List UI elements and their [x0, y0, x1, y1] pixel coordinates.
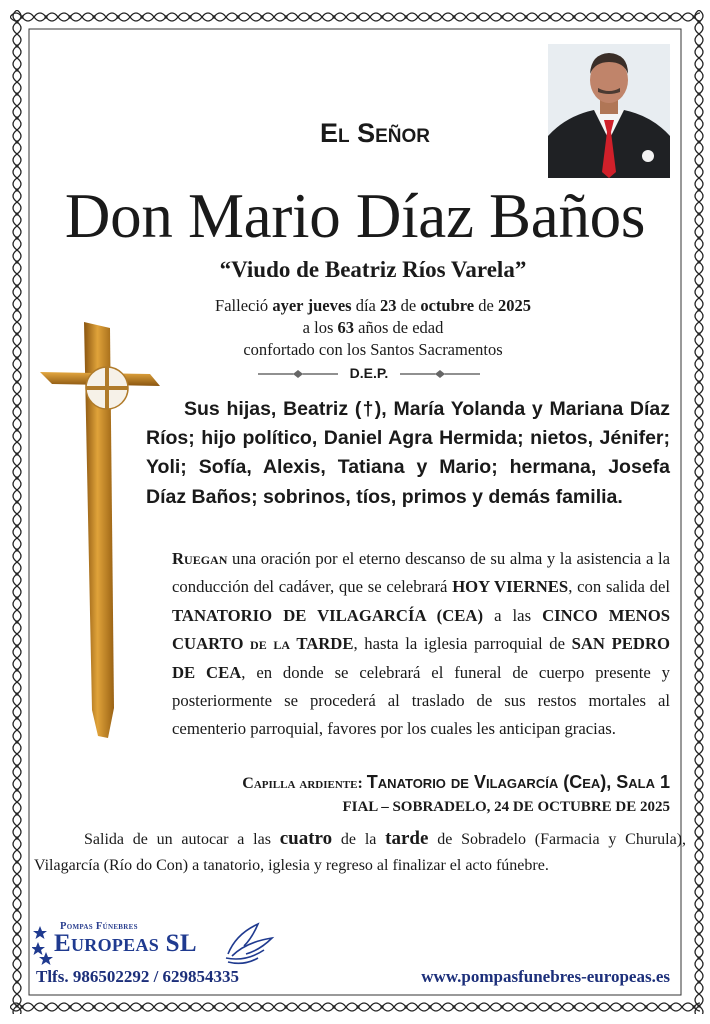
dep-text: D.E.P. — [349, 365, 389, 381]
honorific: El Señor — [319, 118, 431, 148]
age-line: a los 63 años de edad — [302, 318, 444, 337]
logo-name: Europeas SL — [54, 930, 197, 957]
phone-numbers: Tlfs. 986502292 / 629854335 — [36, 967, 240, 986]
death-date-line: Falleció ayer jueves día 23 de octubre de 2025 — [215, 296, 531, 315]
star-icon — [33, 926, 47, 939]
website-link[interactable]: www.pompasfunebres-europeas.es — [421, 967, 670, 986]
family-paragraph: Sus hijas, Beatriz (†), María Yolanda y Mariana Díaz Ríos; hijo político, Daniel Agra Hermida; nietos, Jénifer; Yoli; Sofía, Alexis, Tatiana y Mario; hermana, Josefa Díaz Baños; sobrinos, tíos, primos y demás familia. — [146, 398, 670, 508]
logo-tagline: Pompas Fúnebres — [60, 921, 138, 932]
ruegan-paragraph: Ruegan una oración por el eterno descanso de su alma y la asistencia a la conducción del cadáver, que se celebrará HOY VIERNES, con salida del TANATORIO DE VILAGARCÍA (CEA) a las CINCO MENOS CUARTO de la TARDE, hasta la iglesia parroquial de SAN PEDRO DE CEA, en donde se celebrará el funeral de cuerpo presente y posteriormente se procederá al traslado de sus restos mortales al cementerio parroquial, favores por los cuales les anticipan gracias. — [172, 549, 671, 739]
place-date: FIAL – SOBRADELO, 24 DE OCTUBRE DE 2025 — [342, 799, 670, 815]
capilla-ardiente: Capilla ardiente: Tanatorio de Vilagarcía (Cea), Sala 1 — [242, 772, 670, 792]
dep-divider — [258, 362, 480, 386]
dove-logo-icon — [226, 924, 272, 963]
sacraments-line: confortado con los Santos Sacramentos — [243, 340, 503, 359]
star-icon — [32, 942, 45, 955]
deceased-photo — [548, 44, 670, 178]
bus-paragraph: Salida de un autocar a las cuatro de la tarde de Sobradelo (Farmacia y Churula), Vilagarcía (Río do Con) a tanatorio, iglesia y regreso al finalizar el acto fúnebre. — [34, 828, 687, 874]
widower-line: “Viudo de Beatriz Ríos Varela” — [219, 257, 527, 282]
deceased-name: Don Mario Díaz Baños — [64, 181, 646, 251]
